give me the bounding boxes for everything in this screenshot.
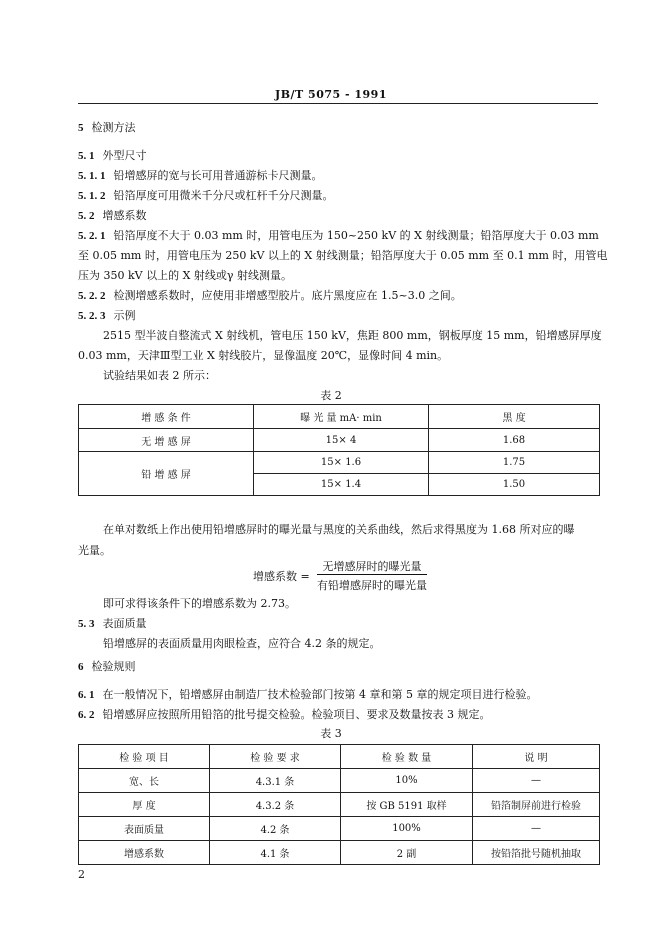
table-2 — [78, 404, 600, 496]
section-5-heading — [78, 119, 136, 135]
clause-title: 表面质量 — [102, 617, 147, 630]
clause-number: 5. 2. 2 — [78, 290, 106, 302]
table-cell: 4.3.2 条 — [210, 793, 341, 817]
table-cell: 表面质量 — [79, 817, 210, 841]
example-line-2: 0.03 mm，天津Ⅲ型工业 X 射线胶片，显像温度 20℃，显像时间 4 min。 — [78, 349, 449, 362]
table-row — [79, 769, 600, 793]
paragraph-line-2: 光量。 — [78, 544, 111, 557]
clause-number: 5. 1 — [78, 150, 95, 162]
clause-text: 检测增感系数时，应使用非增感型胶片。底片黑度应在 1.5~3.0 之间。 — [113, 289, 462, 302]
table-cell: 1.50 — [429, 474, 600, 496]
standard-number: JB/T 5075 - 1991 — [275, 88, 387, 101]
section-5-2-heading — [78, 207, 147, 223]
table-row — [79, 817, 600, 841]
column-header: 增 感 条 件 — [79, 405, 254, 429]
section-6-heading — [78, 658, 136, 674]
table-cell: 1.75 — [429, 452, 600, 474]
clause-5-2-1 — [78, 227, 599, 243]
clause-5-1-2 — [78, 187, 334, 203]
table-cell: 铅 增 感 屏 — [79, 452, 254, 496]
table-cell: 15× 1.4 — [254, 474, 429, 496]
clause-number: 5. 2. 1 — [78, 230, 106, 242]
table-cell: 15× 4 — [254, 429, 429, 452]
clause-number: 5. 3 — [78, 618, 95, 630]
column-header: 曝 光 量 mA· min — [254, 405, 429, 429]
table-cell: 铅箔制屏前进行检验 — [473, 793, 600, 817]
table-3-caption: 表 3 — [320, 727, 342, 740]
column-header: 说 明 — [473, 745, 600, 769]
formula-numerator: 无增感屏时的曝光量 — [322, 560, 422, 573]
example-line-3: 试验结果如表 2 所示： — [103, 369, 216, 382]
table-cell: 4.2 条 — [210, 817, 341, 841]
paragraph-line-1: 在单对数纸上作出使用铅增感屏时的曝光量与黑度的关系曲线，然后求得黑度为 1.68 所对应的曝 — [103, 523, 575, 536]
clause-number: 5. 1. 1 — [78, 170, 106, 182]
table-cell: — — [473, 769, 600, 793]
table-cell: 宽、长 — [79, 769, 210, 793]
column-header: 检 验 数 量 — [341, 745, 473, 769]
clause-text: 铅增感屏应按照所用铅箔的批号提交检验。检验项目、要求及数量按表 3 规定。 — [102, 708, 491, 721]
clause-6-1 — [78, 686, 537, 702]
table-row — [79, 793, 600, 817]
clause-number: 5. 2 — [78, 210, 95, 222]
clause-5-2-2 — [78, 287, 462, 303]
formula-lhs: 增感系数 = — [253, 570, 310, 583]
table-cell: 4.1 条 — [210, 841, 341, 865]
table-cell: 增感系数 — [79, 841, 210, 865]
table-cell: 厚 度 — [79, 793, 210, 817]
table-cell: 无 增 感 屏 — [79, 429, 254, 452]
section-title: 检验规则 — [91, 660, 136, 673]
clause-title: 外型尺寸 — [102, 149, 147, 162]
clause-5-2-3 — [78, 307, 136, 323]
clause-number: 6. 2 — [78, 709, 95, 721]
header-rule — [78, 103, 598, 104]
table-row — [79, 429, 600, 452]
section-5-1-heading — [78, 147, 147, 163]
table-cell: 100% — [341, 817, 473, 841]
page-number: 2 — [78, 868, 85, 881]
example-line-1: 2515 型半波自整流式 X 射线机，管电压 150 kV，焦距 800 mm，钢板厚度 15 mm，铅增感屏厚度 — [103, 329, 602, 342]
table-cell: 4.3.1 条 — [210, 769, 341, 793]
table-cell: 按铅箔批号随机抽取 — [473, 841, 600, 865]
clause-number: 6. 1 — [78, 689, 95, 701]
column-header: 检 验 要 求 — [210, 745, 341, 769]
table-2-caption: 表 2 — [320, 389, 342, 402]
clause-5-1-1 — [78, 167, 323, 183]
column-header: 检 验 项 目 — [79, 745, 210, 769]
clause-title: 增感系数 — [102, 209, 147, 222]
clause-text: 铅箔厚度可用微米千分尺或杠杆千分尺测量。 — [113, 189, 334, 202]
table-row — [79, 841, 600, 865]
formula-denominator: 有铅增感屏时的曝光量 — [317, 579, 427, 592]
table-cell: 10% — [341, 769, 473, 793]
clause-6-2 — [78, 706, 491, 722]
table-cell: — — [473, 817, 600, 841]
section-number: 6 — [78, 661, 84, 673]
clause-text: 在一般情况下，铅增感屏由制造厂技术检验部门按第 4 章和第 5 章的规定项目进行检验。 — [102, 688, 538, 701]
clause-text: 铅箔厚度不大于 0.03 mm 时，用管电压为 150~250 kV 的 X 射线测量；铅箔厚度大于 0.03 mm — [113, 229, 599, 242]
table-header-row — [79, 405, 600, 429]
table-row — [79, 452, 600, 474]
clause-title: 示例 — [113, 309, 136, 322]
section-title: 检测方法 — [91, 121, 136, 134]
table-cell: 1.68 — [429, 429, 600, 452]
clause-number: 5. 1. 2 — [78, 190, 106, 202]
fraction-bar — [317, 574, 427, 575]
clause-5-2-1-line-2: 至 0.05 mm 时，用管电压为 250 kV 以上的 X 射线测量；铅箔厚度大于 0.05 mm 至 0.1 mm 时，用管电 — [78, 249, 608, 262]
table-header-row — [79, 745, 600, 769]
section-number: 5 — [78, 122, 84, 134]
table-cell: 按 GB 5191 取样 — [341, 793, 473, 817]
clause-number: 5. 2. 3 — [78, 310, 106, 322]
table-cell: 15× 1.6 — [254, 452, 429, 474]
column-header: 黑 度 — [429, 405, 600, 429]
table-3 — [78, 744, 600, 865]
section-5-3-heading — [78, 615, 147, 631]
clause-text: 铅增感屏的宽与长可用普通游标卡尺测量。 — [113, 169, 323, 182]
clause-5-3-text: 铅增感屏的表面质量用肉眼检查，应符合 4.2 条的规定。 — [103, 637, 381, 650]
clause-5-2-1-line-3: 压为 350 kV 以上的 X 射线或γ 射线测量。 — [78, 269, 292, 282]
result-line: 即可求得该条件下的增感系数为 2.73。 — [103, 597, 296, 610]
table-cell: 2 副 — [341, 841, 473, 865]
